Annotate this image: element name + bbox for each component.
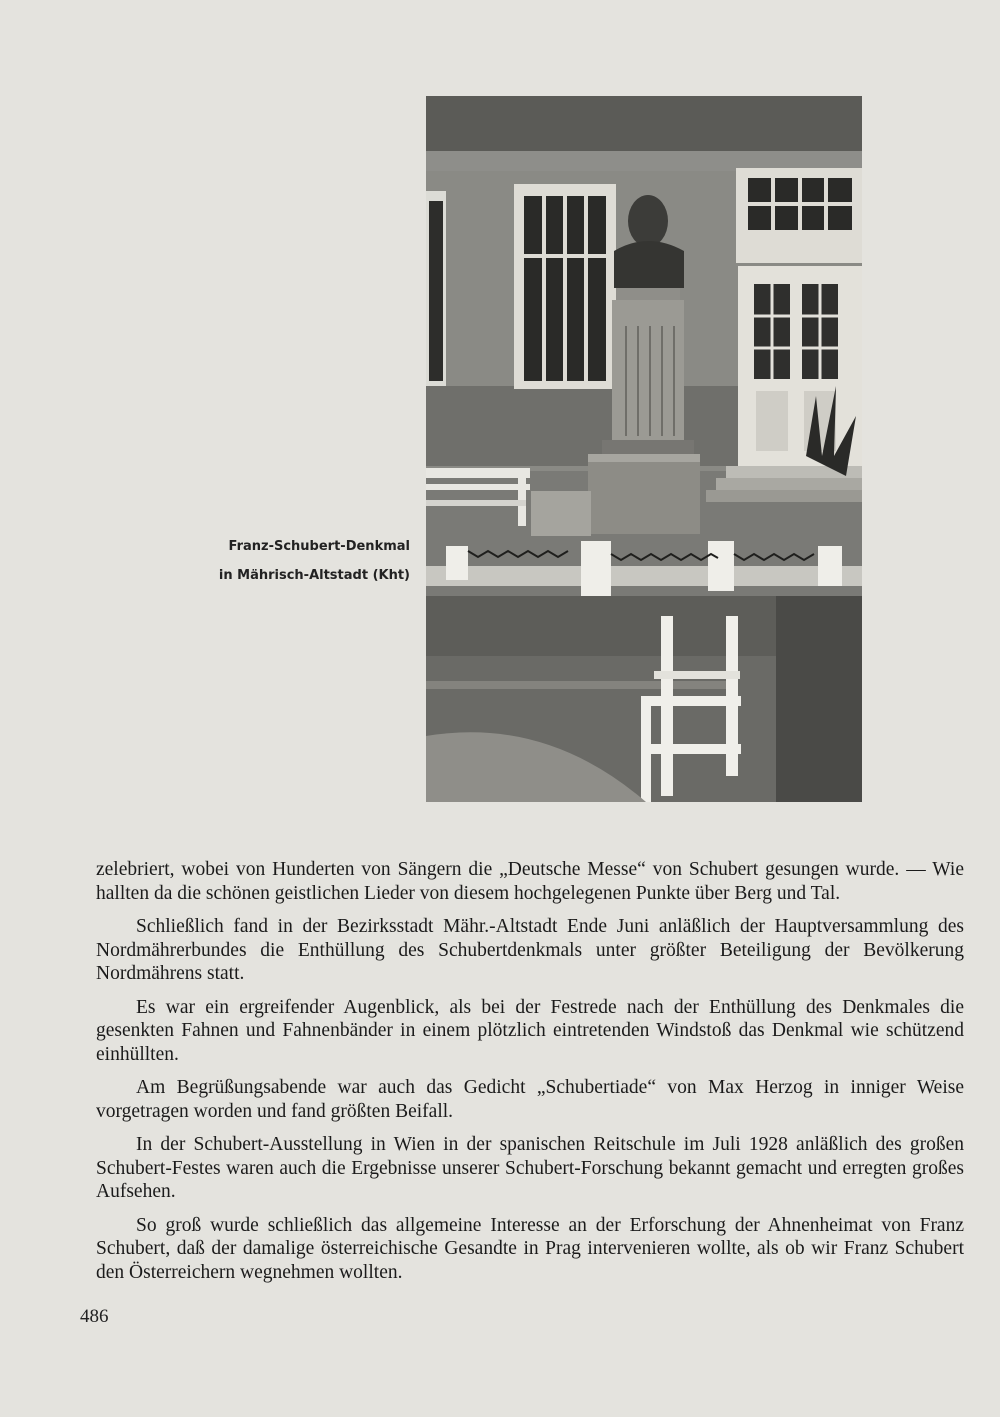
figure-caption bbox=[130, 532, 410, 590]
paragraph-4: Am Begrüßungsabende war auch das Gedicht „Schubertiade“ von Max Herzog in inniger Weise vorgetragen worden und fand größten Beifall. bbox=[96, 1077, 964, 1122]
paragraph-2: Schließlich fand in der Bezirksstadt Mähr.-Altstadt Ende Juni anläßlich der Hauptversammlung des Nordmährerbundes die Enthüllung des Schubertdenkmals unter größter Beteiligung der Bevölkerung Nordmährens statt. bbox=[96, 916, 964, 984]
paragraph-1: zelebriert, wobei von Hunderten von Sängern die „Deutsche Messe“ von Schubert gesungen wurde. — Wie hallten da die schönen geistlichen Lieder von diesem hochgelegenen Punkte über Berg und Tal. bbox=[96, 859, 964, 904]
caption-line-1: Franz-Schubert-Denkmal bbox=[228, 539, 410, 554]
paragraph-5: In der Schubert-Ausstellung in Wien in der spanischen Reitschule im Juli 1928 anläßlich des großen Schubert-Festes waren auch die Ergebnisse unserer Schubert-Forschung bekannt gemacht und erregten großes Aufsehen. bbox=[96, 1134, 964, 1202]
paragraph-3: Es war ein ergreifender Augenblick, als bei der Festrede nach der Enthüllung des Denkmales die gesenkten Fahnen und Fahnenbänder in einem plötzlich eintretenden Windstoß das Denkmal wie schützend einhüllten. bbox=[96, 996, 964, 1065]
page-number: 486 bbox=[80, 1306, 109, 1327]
schubert-monument-photo bbox=[426, 96, 862, 802]
body-text bbox=[96, 858, 964, 1294]
caption-line-2: in Mährisch-Altstadt (Kht) bbox=[218, 568, 410, 583]
paragraph-6: So groß wurde schließlich das allgemeine Interesse an der Erforschung der Ahnenheimat von Franz Schubert, daß der damalige österreichische Gesandte in Prag intervenieren wollte, als ob wir Franz Schubert den Österreichern wegnehmen wollten. bbox=[96, 1214, 964, 1283]
